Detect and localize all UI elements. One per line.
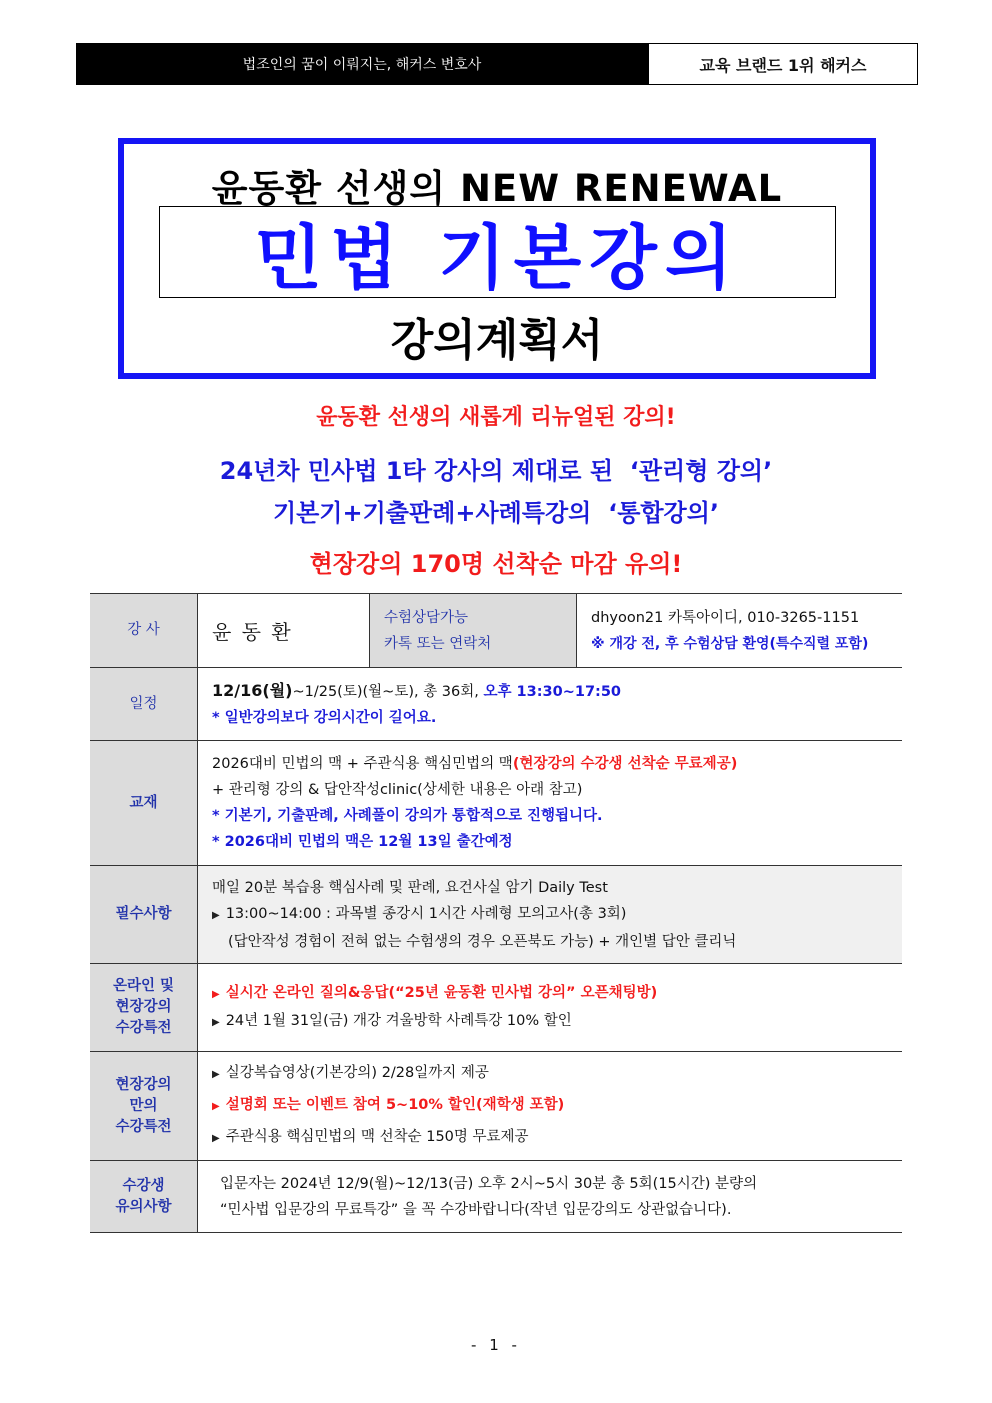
textbook-release-note: * 2026대비 민법의 맥은 12월 13일 출간예정 bbox=[212, 834, 513, 850]
tagline-deadline: 현장강의 170명 선착순 마감 유의! bbox=[309, 550, 683, 578]
notice-cell bbox=[198, 1161, 903, 1233]
contact-info: dhyoon21 카톡아이디, 010-3265-1151 bbox=[591, 609, 860, 626]
online-qa-chat: 실시간 온라인 질의&응답(“25년 윤동환 민사법 강의” 오픈채팅방) bbox=[225, 984, 658, 1001]
triangle-bullet-icon: ▶ bbox=[212, 1101, 220, 1112]
row-required bbox=[90, 866, 902, 964]
consult-label-2: 카톡 또는 연락처 bbox=[384, 635, 492, 652]
required-daily-test: 매일 20분 복습용 핵심사례 및 판례, 요건사실 암기 Daily Test bbox=[212, 879, 608, 896]
triangle-bullet-icon: ▶ bbox=[212, 1133, 220, 1144]
triangle-bullet-icon: ▶ bbox=[212, 1069, 220, 1080]
consult-note: ※ 개강 전, 후 수험상담 환영(특수직렬 포함) bbox=[591, 635, 869, 652]
title-main: 민법 기본강의 bbox=[159, 206, 836, 298]
row-textbook bbox=[90, 741, 902, 866]
triangle-bullet-icon: ▶ bbox=[212, 909, 220, 921]
header-brand: 교육 브랜드 1위 해커스 bbox=[648, 43, 918, 85]
onsite-replay-video: 실강복습영상(기본강의) 2/28일까지 제공 bbox=[225, 1065, 489, 1081]
page-number: - 1 - bbox=[471, 1336, 521, 1354]
header-slogan: 법조인의 꿈이 이뤄지는, 해커스 변호사 bbox=[76, 43, 648, 85]
renewal-tagline: 윤동환 선생의 새롭게 리뉴얼된 강의! bbox=[316, 405, 676, 430]
consult-label-1: 수험상담가능 bbox=[384, 609, 469, 626]
required-mock-exam: 13:00~14:00 : 과목별 종강시 1시간 사례형 모의고사(총 3회) bbox=[225, 905, 627, 922]
tagline-management: 24년차 민사법 1타 강사의 제대로 된 ‘관리형 강의’ bbox=[219, 457, 773, 485]
instructor-name: 윤 동 환 bbox=[198, 594, 370, 668]
label-onsite-benefits: 현장강의 만의 수강특전 bbox=[90, 1052, 198, 1161]
triangle-bullet-icon: ▶ bbox=[212, 1016, 220, 1028]
textbook-books: 2026대비 민법의 맥 + 주관식용 핵심민법의 맥 bbox=[212, 756, 513, 772]
label-textbook: 교재 bbox=[90, 741, 198, 866]
online-winter-discount: 24년 1월 31일(금) 개강 겨울방학 사례특강 10% 할인 bbox=[225, 1012, 572, 1029]
label-required: 필수사항 bbox=[90, 866, 198, 964]
label-instructor: 강 사 bbox=[90, 594, 198, 668]
title-plan: 강의계획서 bbox=[390, 315, 604, 366]
required-open-book: (답안작성 경험이 전혀 없는 수험생의 경우 오픈북도 가능) + 개인별 답안 클리닉 bbox=[228, 933, 737, 950]
title-box bbox=[118, 138, 876, 379]
label-notice: 수강생 유의사항 bbox=[90, 1161, 198, 1233]
row-schedule bbox=[90, 668, 902, 741]
label-online-benefits: 온라인 및 현장강의 수강특전 bbox=[90, 964, 198, 1052]
schedule-range: ~1/25(토)(월~토), 총 36회, bbox=[292, 683, 484, 700]
contact-cell bbox=[577, 594, 903, 668]
row-notice bbox=[90, 1161, 902, 1233]
textbook-clinic: + 관리형 강의 & 답안작성clinic(상세한 내용은 아래 참고) bbox=[212, 782, 583, 798]
onsite-event-discount: 설명회 또는 이벤트 참여 5~10% 할인(재학생 포함) bbox=[225, 1097, 565, 1113]
label-schedule: 일정 bbox=[90, 668, 198, 741]
course-info-table bbox=[90, 593, 902, 1233]
row-onsite-benefits bbox=[90, 1052, 902, 1161]
schedule-cell bbox=[198, 668, 903, 741]
online-benefits-cell bbox=[198, 964, 903, 1052]
notice-line-1: 입문자는 2024년 12/9(월)~12/13(금) 오후 2시~5시 30분 총 5회(15시간) 분량의 bbox=[220, 1175, 758, 1192]
notice-line-2: “민사법 입문강의 무료특강” 을 꼭 수강바랍니다(작년 입문강의도 상관없습니다). bbox=[220, 1201, 732, 1218]
schedule-time: 오후 13:30~17:50 bbox=[483, 683, 622, 700]
schedule-start-date: 12/16(월) bbox=[212, 680, 293, 700]
triangle-bullet-icon: ▶ bbox=[212, 988, 220, 1000]
consult-label bbox=[370, 594, 577, 668]
required-cell bbox=[198, 866, 903, 964]
tagline-integrated: 기본기+기출판례+사례특강의 ‘통합강의’ bbox=[272, 499, 720, 527]
row-online-benefits bbox=[90, 964, 902, 1052]
onsite-benefits-cell bbox=[198, 1052, 903, 1161]
textbook-integrated-note: * 기본기, 기출판례, 사례풀이 강의가 통합적으로 진행됩니다. bbox=[212, 808, 603, 824]
schedule-note: * 일반강의보다 강의시간이 길어요. bbox=[212, 709, 437, 726]
textbook-free-offer: (현장강의 수강생 선착순 무료제공) bbox=[512, 756, 738, 772]
row-instructor bbox=[90, 594, 902, 668]
textbook-cell bbox=[198, 741, 903, 866]
title-subtitle: 윤동환 선생의 NEW RENEWAL bbox=[211, 167, 783, 210]
onsite-free-book: 주관식용 핵심민법의 맥 선착순 150명 무료제공 bbox=[225, 1129, 529, 1145]
